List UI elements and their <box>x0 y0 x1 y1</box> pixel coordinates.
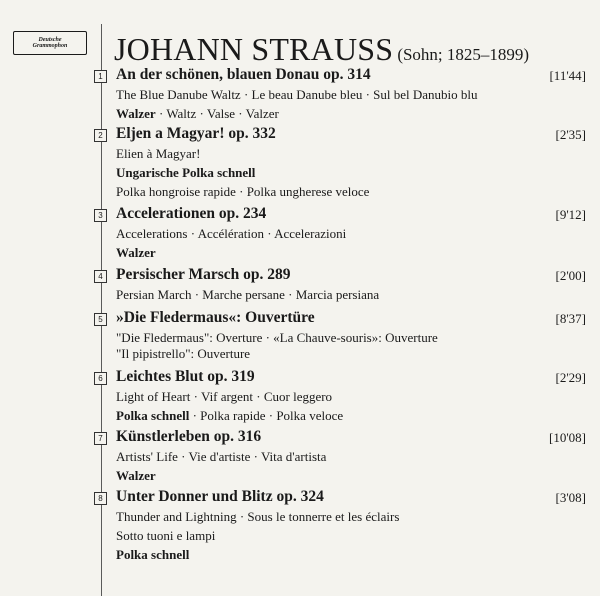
page-header <box>114 31 529 68</box>
track-translations: Light of Heart · Vif argent · Cuor leggero <box>116 389 333 404</box>
track-form-translations: Polka hongroise rapide · Polka ungherese veloce <box>116 184 370 199</box>
track-title: Persischer Marsch op. 289 <box>116 266 291 283</box>
track-title: Accelerationen op. 234 <box>116 205 267 222</box>
divider-line <box>101 24 102 596</box>
track-title: Unter Donner und Blitz op. 324 <box>116 488 324 505</box>
track-form: Walzer <box>116 245 156 260</box>
track-number: 8 <box>94 492 107 505</box>
composer-name: JOHANN STRAUSS <box>114 31 394 67</box>
track-duration: [9'12] <box>555 207 586 222</box>
track-form: Polka schnell · Polka rapide · Polka veloce <box>116 408 344 423</box>
track-title: Künstlerleben op. 316 <box>116 428 262 445</box>
track-form: Walzer · Waltz · Valse · Valzer <box>116 106 279 121</box>
track-translations: Persian March · Marche persane · Marcia persiana <box>116 287 380 302</box>
track-translations: Accelerations · Accélération · Accelerazioni <box>116 226 347 241</box>
track-translations-2: Sotto tuoni e lampi <box>116 528 216 543</box>
logo-line-2: Grammophon <box>32 43 68 49</box>
logo-line-1: Deutsche <box>38 37 62 43</box>
track-duration: [10'08] <box>548 430 586 445</box>
track-number: 3 <box>94 209 107 222</box>
track-form: Polka schnell <box>116 547 190 562</box>
track-translations-2: "Il pipistrello": Ouverture <box>116 346 251 361</box>
track-title: Leichtes Blut op. 319 <box>116 368 255 385</box>
track-duration: [8'37] <box>555 311 586 326</box>
track-title: Eljen a Magyar! op. 332 <box>116 125 276 142</box>
track-translations: Artists' Life · Vie d'artiste · Vita d'artista <box>116 449 327 464</box>
track-duration: [2'00] <box>555 268 586 283</box>
track-title: An der schönen, blauen Donau op. 314 <box>116 66 371 83</box>
track-number: 7 <box>94 432 107 445</box>
track-duration: [3'08] <box>555 490 586 505</box>
track-number: 2 <box>94 129 107 142</box>
track-number: 5 <box>94 313 107 326</box>
track-form: Ungarische Polka schnell <box>116 165 256 180</box>
track-duration: [2'35] <box>555 127 586 142</box>
track-translations: Thunder and Lightning · Sous le tonnerre et les éclairs <box>116 509 400 524</box>
track-number: 1 <box>94 70 107 83</box>
track-number: 6 <box>94 372 107 385</box>
track-translations: The Blue Danube Waltz · Le beau Danube bleu · Sul bel Danubio blu <box>116 87 478 102</box>
track-translations: Elien à Magyar! <box>116 146 201 161</box>
track-duration: [11'44] <box>549 68 586 83</box>
track-title: »Die Fledermaus«: Ouvertüre <box>116 309 315 326</box>
track-number: 4 <box>94 270 107 283</box>
deutsche-grammophon-logo <box>13 31 87 55</box>
track-translations: "Die Fledermaus": Overture · «La Chauve-souris»: Ouverture <box>116 330 438 345</box>
composer-dates: (Sohn; 1825–1899) <box>397 45 530 64</box>
track-form: Walzer <box>116 468 156 483</box>
track-duration: [2'29] <box>555 370 586 385</box>
